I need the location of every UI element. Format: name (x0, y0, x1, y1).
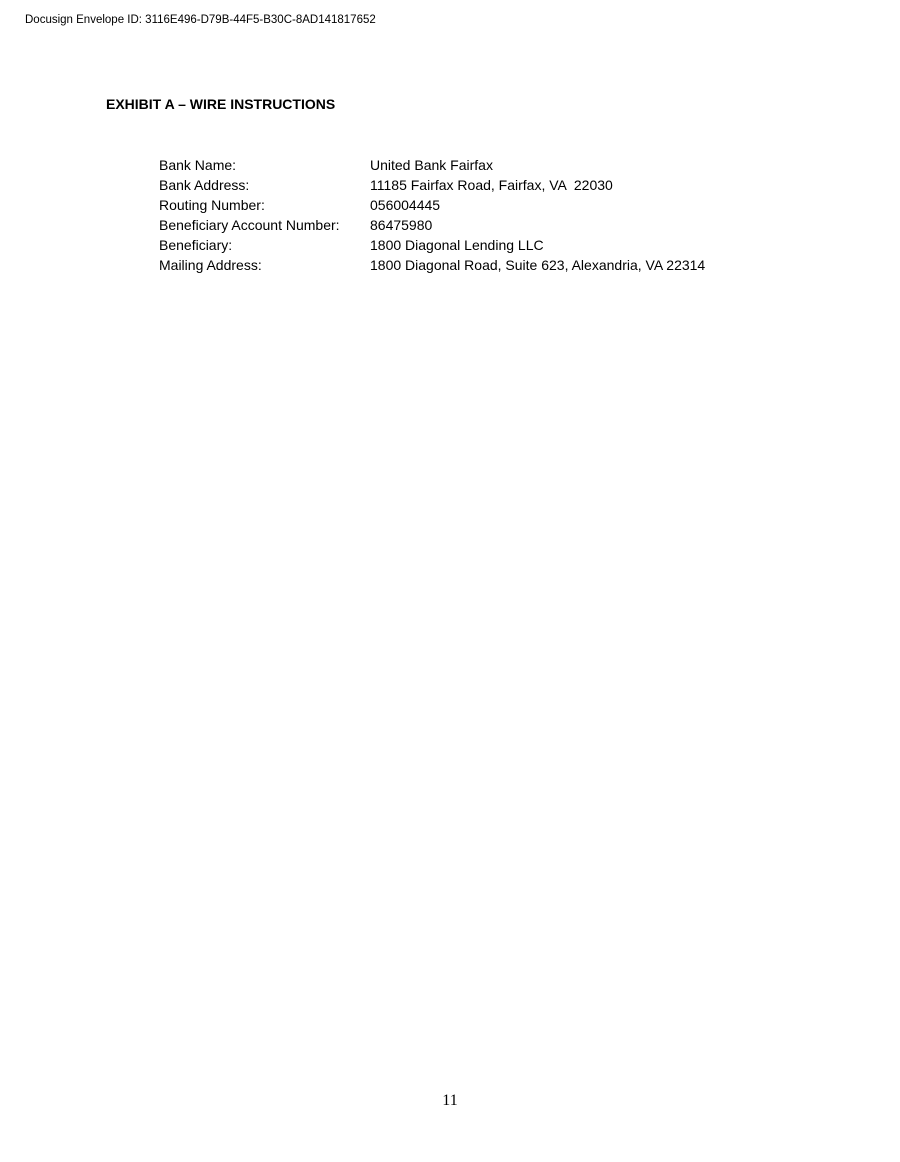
bank-name-label: Bank Name: (159, 157, 237, 173)
routing-number-value: 056004445 (370, 197, 441, 213)
page-number: 11 (442, 1092, 458, 1109)
wire-row-bank-address (159, 175, 705, 195)
bank-address-value: 11185 Fairfax Road, Fairfax, VA 22030 (370, 177, 613, 193)
mailing-address-value: 1800 Diagonal Road, Suite 623, Alexandria, VA 22314 (370, 257, 706, 273)
bank-name-value: United Bank Fairfax (370, 157, 493, 173)
beneficiary-label: Beneficiary: (159, 237, 233, 253)
wire-row-routing-number (159, 195, 705, 215)
account-number-label: Beneficiary Account Number: (159, 217, 340, 233)
exhibit-title: EXHIBIT A – WIRE INSTRUCTIONS (106, 96, 336, 112)
wire-row-beneficiary (159, 235, 705, 255)
wire-row-account-number (159, 215, 705, 235)
wire-row-mailing-address (159, 255, 705, 275)
wire-instructions-table (159, 155, 705, 275)
beneficiary-value: 1800 Diagonal Lending LLC (370, 237, 544, 253)
mailing-address-label: Mailing Address: (159, 257, 262, 273)
routing-number-label: Routing Number: (159, 197, 265, 213)
account-number-value: 86475980 (370, 217, 433, 233)
bank-address-label: Bank Address: (159, 177, 250, 193)
envelope-id: Docusign Envelope ID: 3116E496-D79B-44F5-B30C-8AD141817652 (25, 14, 376, 26)
wire-row-bank-name (159, 155, 705, 175)
